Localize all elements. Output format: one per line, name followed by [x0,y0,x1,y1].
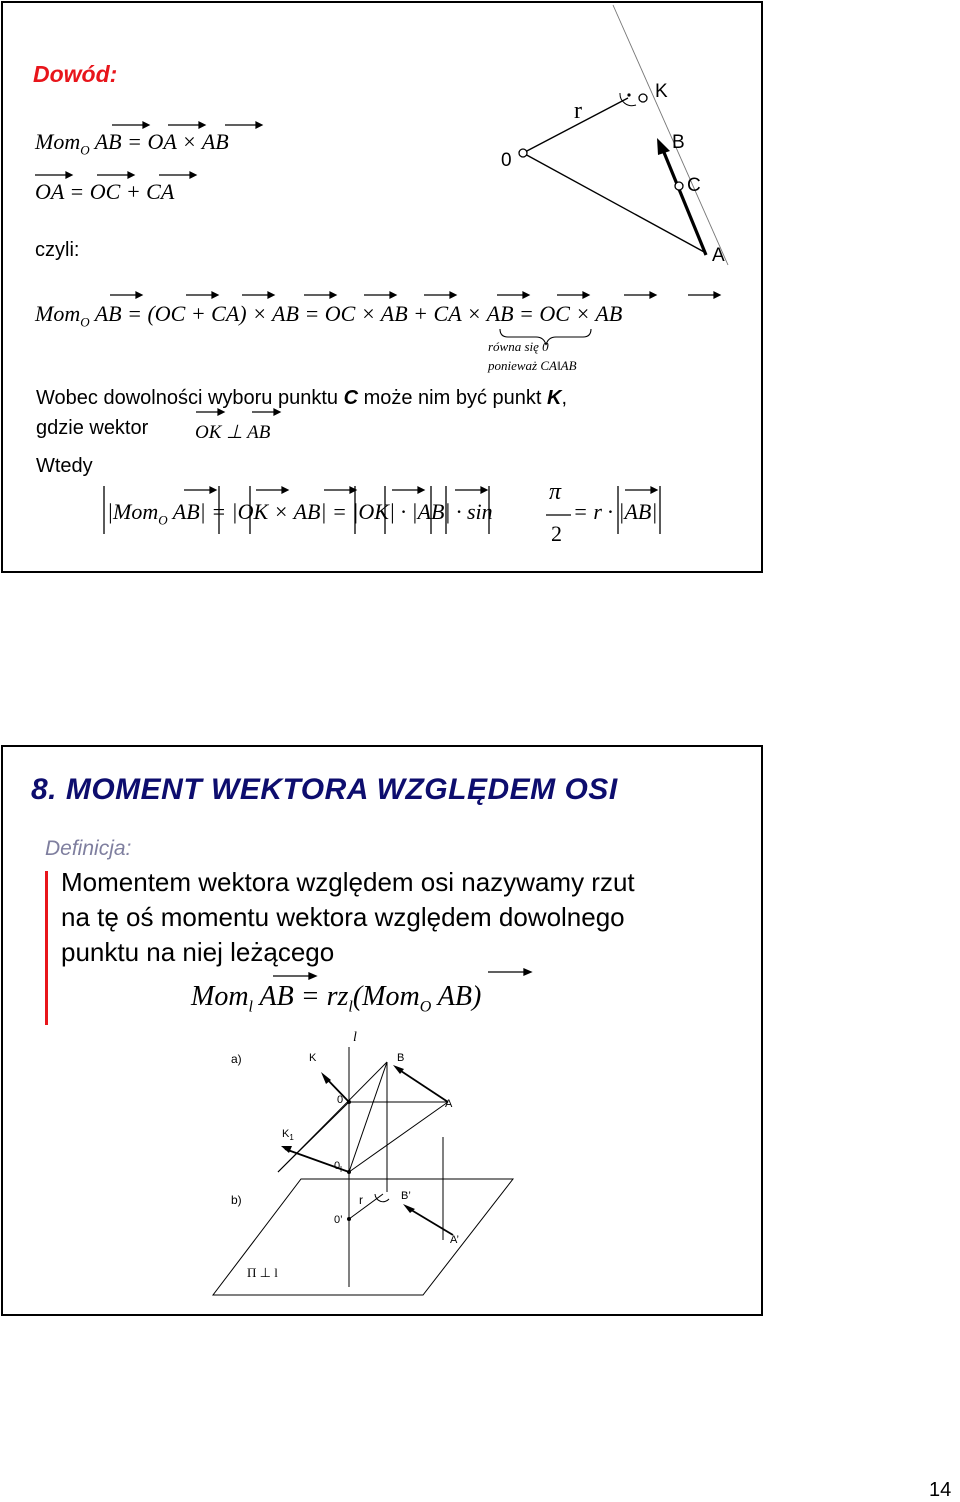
label-zero-l: $0_l$ [334,1160,342,1175]
label-a-prime: A’ [450,1234,459,1246]
label-b: B [397,1052,405,1064]
label-point-k: K [655,81,668,102]
wtedy-label: Wtedy [36,455,93,477]
equation-expanded-moment: Mom$_O$ AB = (OC + CA) × AB = OC × AB + CA × AB = OC × AB [35,301,623,330]
label-axis-l: l [353,1030,357,1045]
label-point-a: A [712,245,725,266]
label-k1: $K_1$ [282,1128,294,1143]
label-a: A [445,1098,453,1110]
sentence-choice-of-point: Wobec dowolności wyboru punktu C może nim być punkt K, [36,387,568,409]
brace-note-parallel: ponieważ CA‖AB [488,358,577,373]
page-number: 14 [929,1479,952,1501]
denominator-two: 2 [551,521,562,546]
label-plane-perpendicular: Π ⊥ l [247,1265,278,1280]
equation-moment-result: = r · |AB| [573,499,658,524]
section-heading: 8. MOMENT WEKTORA WZGLĘDEM OSI [31,773,618,806]
label-point-b: B [672,132,685,153]
ok-perpendicular-ab: OK ⊥ AB [195,422,271,443]
label-case-b: b) [231,1193,242,1207]
label-point-zero: 0 [501,150,512,171]
definition-line-2: na tę oś momentu wektora względem dowolnego [61,902,625,932]
label-point-c: C [687,175,701,196]
equation-moment-magnitude: |Mom$_O$ AB| = |OK × AB| = |OK| · |AB| · sin [107,499,493,528]
czyli-label: czyli: [35,239,80,261]
label-r: r [574,98,582,124]
equation-vector-sum: OA = OC + CA [35,179,175,204]
equation-moment-definition: Mom$_O$ AB = OA × AB [35,129,229,158]
pi-symbol: π [549,479,562,505]
sentence-vector-ok: gdzie wektor [36,417,149,439]
definition-label: Definicja: [45,837,132,860]
label-b-prime: B’ [401,1190,411,1202]
label-zero: 0 [337,1094,344,1106]
label-k: K [309,1052,317,1064]
label-zero-prime: 0’ [334,1214,343,1226]
definition-line-3: punktu na niej leżącego [61,937,335,967]
brace-note-zero: równa się 0 [488,339,549,354]
label-r-prime: r [359,1193,363,1207]
proof-title: Dowód: [33,61,118,87]
definition-line-1: Momentem wektora względem osi nazywamy rzut [61,867,635,897]
label-case-a: a) [231,1052,242,1066]
axis-moment-formula: Mom$_l$ AB = $rz_l(Mom_O$ AB) [191,981,482,1016]
